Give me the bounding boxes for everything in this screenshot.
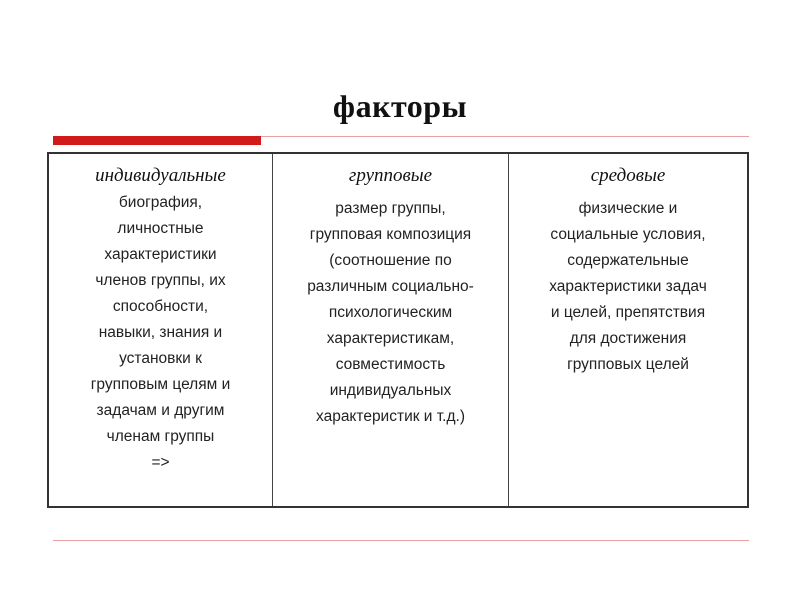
- column-heading: средовые: [590, 165, 666, 186]
- factors-table: [47, 152, 749, 508]
- footer-divider-line: [53, 540, 749, 541]
- column-heading: групповые: [348, 165, 433, 186]
- title-divider-line: [261, 136, 749, 137]
- column-heading: индивидуальные: [95, 165, 226, 186]
- column-individual: [49, 154, 272, 506]
- title-accent-bar: [53, 136, 261, 145]
- slide-title: факторы: [332, 88, 468, 124]
- column-environment: [508, 154, 747, 506]
- column-group: [272, 154, 508, 506]
- column-body: размер группы, групповая композиция (соотношение по различным социально- психологическим характеристикам, совместимость индивидуальных характеристик и т.д.): [307, 200, 474, 425]
- column-body: физические и социальные условия, содержательные характеристики задач и целей, препятствия для достижения групповых целей: [549, 200, 707, 373]
- column-body: биография, личностные характеристики членов группы, их способности, навыки, знания и установки к групповым целям и задачам и другим членам группы =>: [90, 194, 231, 471]
